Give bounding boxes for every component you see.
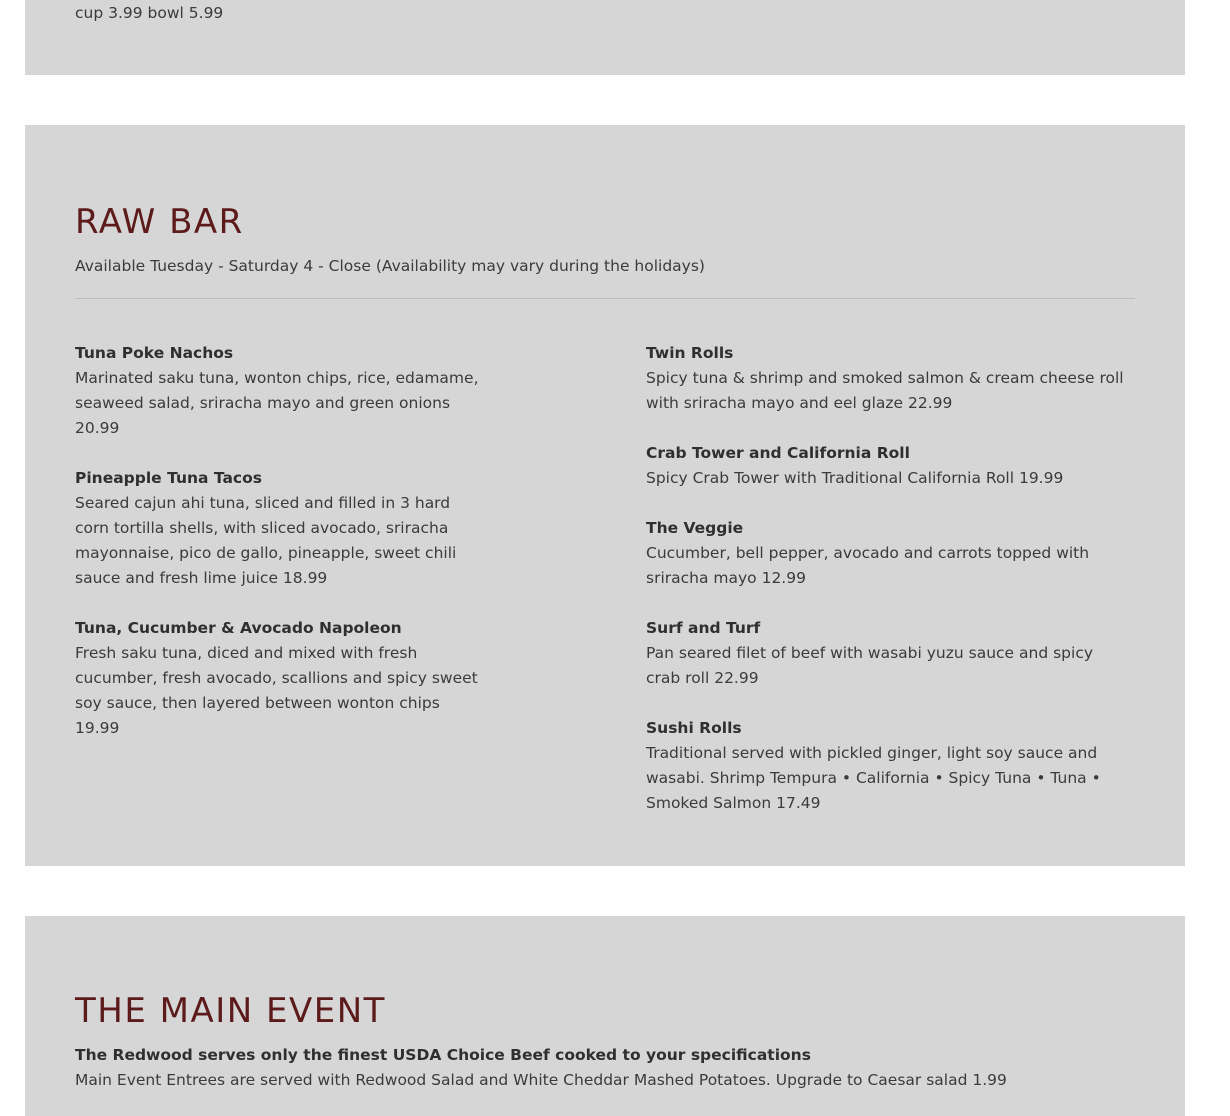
menu-item (75, 616, 485, 741)
section-title: RAW BAR (75, 202, 244, 242)
menu-item-name: The Veggie (646, 519, 744, 537)
menu-item-description: Traditional served with pickled ginger, light soy sauce and wasabi. Shrimp Tempura • California • Spicy Tuna • Tuna • Smoked Salmon 17.49 (646, 744, 1101, 812)
menu-item-name: Twin Rolls (646, 344, 734, 362)
menu-item (75, 466, 485, 591)
raw-bar-section (25, 125, 1185, 866)
beef-note: The Redwood serves only the finest USDA Choice Beef cooked to your specifications (75, 1046, 811, 1064)
soup-price-line: cup 3.99 bowl 5.99 (75, 4, 224, 22)
section-divider (75, 298, 1135, 299)
menu-column-left (75, 341, 485, 766)
menu-item-name: Pineapple Tuna Tacos (75, 469, 262, 487)
menu-item-name: Crab Tower and California Roll (646, 444, 910, 462)
entree-sides-note: Main Event Entrees are served with Redwood Salad and White Cheddar Mashed Potatoes. Upgrade to Caesar salad 1.99 (75, 1071, 1007, 1089)
menu-column-right (646, 341, 1126, 841)
menu-item-name: Sushi Rolls (646, 719, 742, 737)
menu-item-description: Fresh saku tuna, diced and mixed with fresh cucumber, fresh avocado, scallions and spicy sweet soy sauce, then layered between wonton chips 19.99 (75, 644, 478, 737)
menu-item (646, 441, 1126, 491)
menu-item (646, 616, 1126, 691)
menu-item-description: Cucumber, bell pepper, avocado and carrots topped with sriracha mayo 12.99 (646, 544, 1090, 587)
menu-item-description: Spicy tuna & shrimp and smoked salmon & cream cheese roll with sriracha mayo and eel glaze 22.99 (646, 369, 1124, 412)
previous-menu-section (25, 0, 1185, 75)
menu-item (75, 341, 485, 441)
menu-item-name: Tuna, Cucumber & Avocado Napoleon (75, 619, 402, 637)
menu-item (646, 341, 1126, 416)
menu-item-description: Spicy Crab Tower with Traditional California Roll 19.99 (646, 469, 1064, 487)
section-title: THE MAIN EVENT (75, 991, 386, 1031)
menu-item (646, 516, 1126, 591)
menu-item-description: Seared cajun ahi tuna, sliced and filled in 3 hard corn tortilla shells, with sliced avocado, sriracha mayonnaise, pico de gallo, pineapple, sweet chili sauce and fresh lime juice 18.99 (75, 494, 457, 587)
menu-item-description: Marinated saku tuna, wonton chips, rice, edamame, seaweed salad, sriracha mayo and green onions 20.99 (75, 369, 479, 437)
main-event-section (25, 916, 1185, 1116)
menu-item-description: Pan seared filet of beef with wasabi yuzu sauce and spicy crab roll 22.99 (646, 644, 1094, 687)
availability-text: Available Tuesday - Saturday 4 - Close (Availability may vary during the holidays) (75, 257, 705, 275)
menu-item-name: Surf and Turf (646, 619, 761, 637)
menu-item-name: Tuna Poke Nachos (75, 344, 234, 362)
menu-item (646, 716, 1126, 816)
